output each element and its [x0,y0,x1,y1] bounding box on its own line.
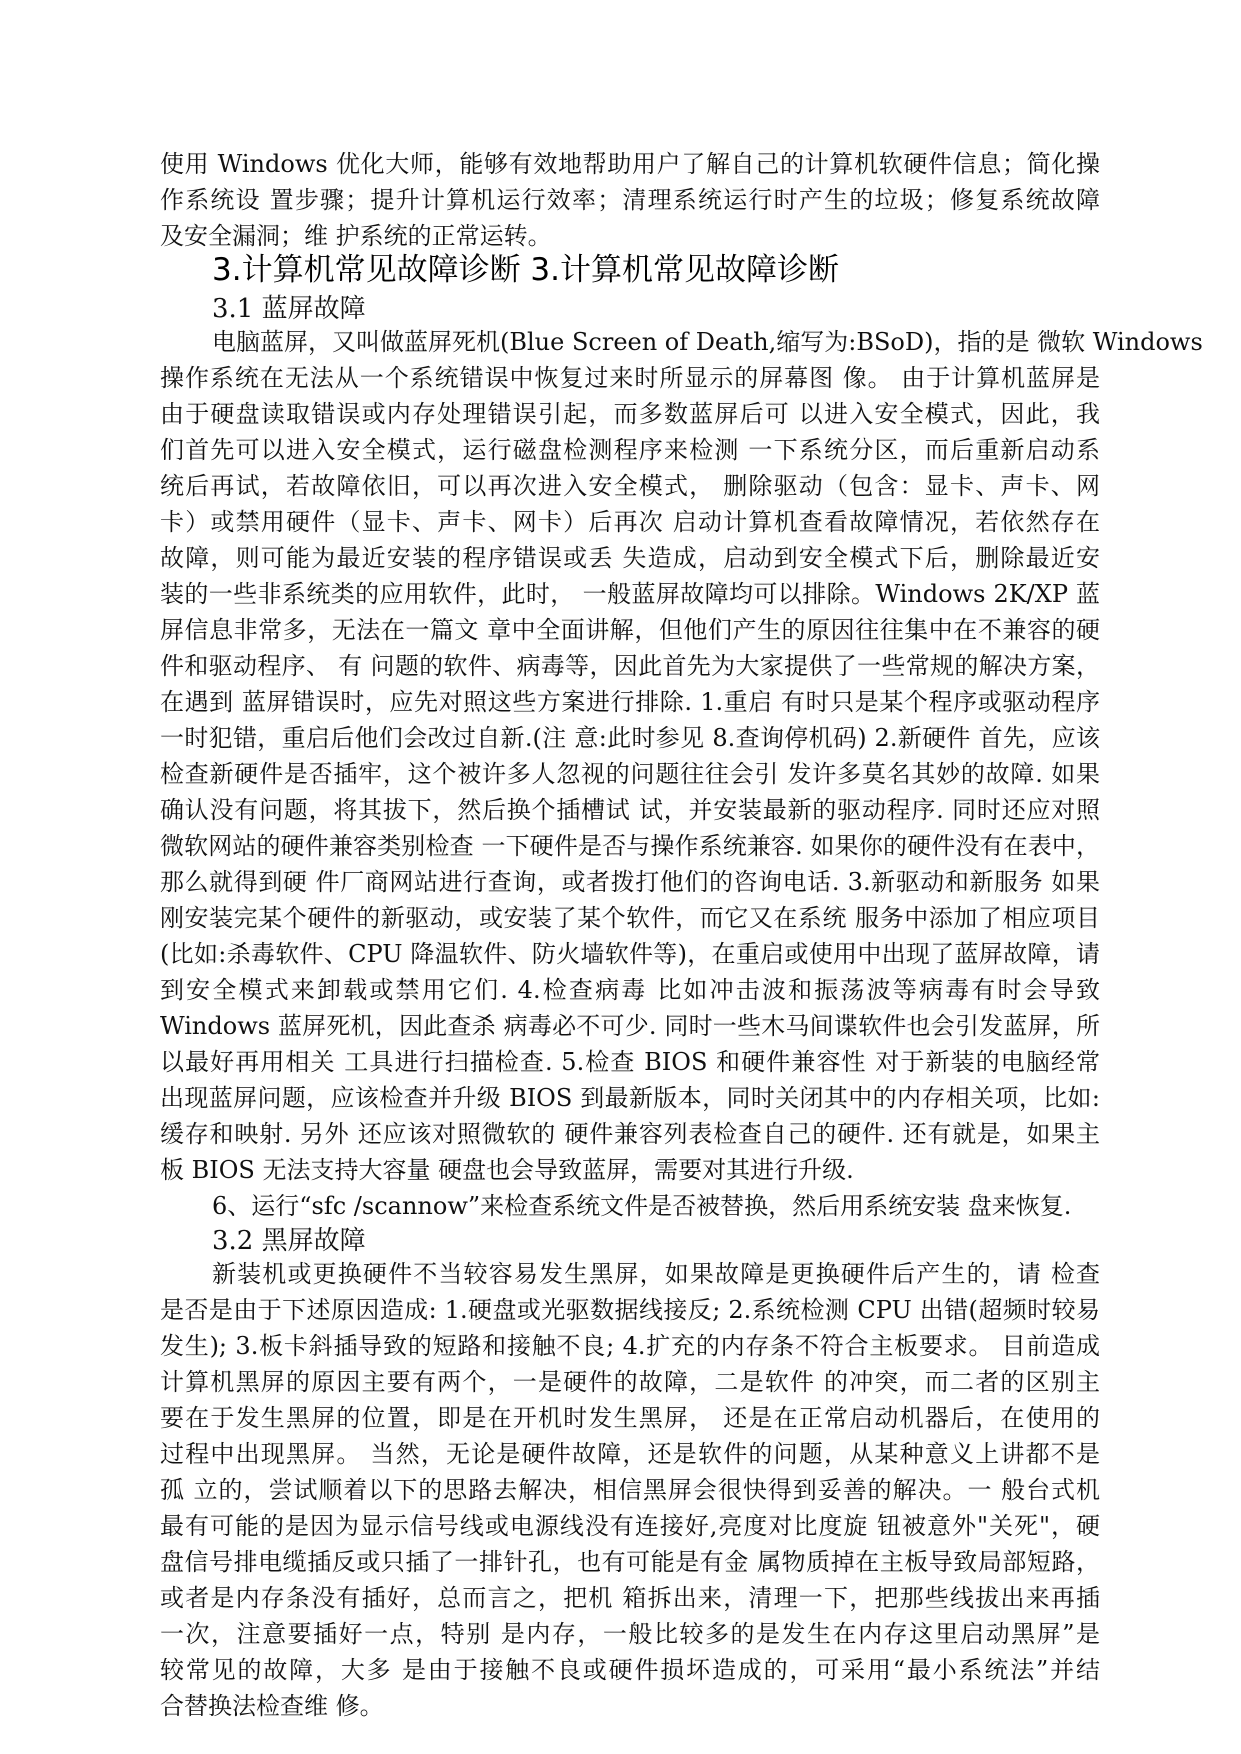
text-line: 孤 立的，尝试顺着以下的思路去解决，相信黑屏会很快得到妥善的解决。一 般台式机 [160,1476,1100,1504]
text-line: 盘信号排电缆插反或只插了一排针孔，也有可能是有金 属物质掉在主板导致局部短路， [160,1548,1100,1576]
text-line: 6、运行“sfc /scannow”来检查系统文件是否被替换，然后用系统安装 盘来恢复. [212,1192,1072,1220]
text-line: 一时犯错，重启后他们会改过自新.(注 意:此时参见 8.查询停机码) 2.新硬件 首先，应该 [160,724,1100,752]
text-line: 最有可能的是因为显示信号线或电源线没有连接好,亮度对比度旋 钮被意外"关死"，硬 [160,1512,1100,1540]
text-line: 屏信息非常多，无法在一篇文 章中全面讲解，但他们产生的原因往往集中在不兼容的硬 [160,616,1100,644]
text-line: 新装机或更换硬件不当较容易发生黑屏，如果故障是更换硬件后产生的，请 检查 [212,1260,1100,1288]
text-line: 过程中出现黑屏。 当然，无论是硬件故障，还是软件的问题，从某种意义上讲都不是 [160,1440,1100,1468]
text-line: 以最好再用相关 工具进行扫描检查. 5.检查 BIOS 和硬件兼容性 对于新装的电脑经常 [160,1048,1100,1076]
text-line: 出现蓝屏问题，应该检查并升级 BIOS 到最新版本，同时关闭其中的内存相关项，比如: [160,1084,1100,1112]
text-line: 检查新硬件是否插牢，这个被许多人忽视的问题往往会引 发许多莫名其妙的故障. 如果 [160,760,1100,788]
text-line: 装的一些非系统类的应用软件，此时， 一般蓝屏故障均可以排除。Windows 2K/XP 蓝 [160,580,1100,608]
text-line: 到安全模式来卸载或禁用它们. 4.检查病毒 比如冲击波和振荡波等病毒有时会导致 [160,976,1100,1004]
text-line: 较常见的故障，大多 是由于接触不良或硬件损坏造成的，可采用“最小系统法”并结 [160,1656,1100,1684]
text-line: (比如:杀毒软件、CPU 降温软件、防火墙软件等)，在重启或使用中出现了蓝屏故障，请 [160,940,1100,968]
text-line: 及安全漏洞；维 护系统的正常运转。 [160,222,552,250]
text-line: 们首先可以进入安全模式，运行磁盘检测程序来检测 一下系统分区，而后重新启动系 [160,436,1100,464]
text-line: Windows 蓝屏死机，因此查杀 病毒必不可少. 同时一些木马间谍软件也会引发蓝屏，所 [160,1012,1100,1040]
text-line: 在遇到 蓝屏错误时，应先对照这些方案进行排除. 1.重启 有时只是某个程序或驱动程序 [160,688,1100,716]
text-line: 由于硬盘读取错误或内存处理错误引起，而多数蓝屏后可 以进入安全模式，因此，我 [160,400,1100,428]
text-line: 卡）或禁用硬件（显卡、声卡、网卡）后再次 启动计算机查看故障情况，若依然存在 [160,508,1100,536]
text-line: 一次，注意要插好一点，特别 是内存，一般比较多的是发生在内存这里启动黑屏”是 [160,1620,1100,1648]
text-line: 计算机黑屏的原因主要有两个，一是硬件的故障，二是软件 的冲突，而二者的区别主 [160,1368,1100,1396]
section-3-heading: 3.计算机常见故障诊断 3.计算机常见故障诊断 [212,252,840,288]
text-line: 发生); 3.板卡斜插导致的短路和接触不良; 4.扩充的内存条不符合主板要求。 目前造成 [160,1332,1100,1360]
text-line: 确认没有问题，将其拔下，然后换个插槽试 试，并安装最新的驱动程序. 同时还应对照 [160,796,1100,824]
text-line: 要在于发生黑屏的位置，即是在开机时发生黑屏， 还是在正常启动机器后，在使用的 [160,1404,1100,1432]
text-line: 使用 Windows 优化大师，能够有效地帮助用户了解自己的计算机软硬件信息；简化操 [160,150,1100,178]
text-line: 缓存和映射. 另外 还应该对照微软的 硬件兼容列表检查自己的硬件. 还有就是，如果主 [160,1120,1100,1148]
text-line: 故障，则可能为最近安装的程序错误或丢 失造成，启动到安全模式下后，删除最近安 [160,544,1100,572]
text-line: 电脑蓝屏，又叫做蓝屏死机(Blue Screen of Death,缩写为:BSoD)，指的是 微软 Windows [212,328,1203,356]
text-line: 作系统设 置步骤；提升计算机运行效率；清理系统运行时产生的垃圾；修复系统故障 [160,186,1100,214]
text-line: 件和驱动程序、 有 问题的软件、病毒等，因此首先为大家提供了一些常规的解决方案， [160,652,1100,680]
text-line: 或者是内存条没有插好，总而言之，把机 箱拆出来，清理一下，把那些线拔出来再插 [160,1584,1100,1612]
text-line: 刚安装完某个硬件的新驱动，或安装了某个软件，而它又在系统 服务中添加了相应项目 [160,904,1100,932]
text-line: 统后再试，若故障依旧，可以再次进入安全模式， 删除驱动（包含：显卡、声卡、网 [160,472,1100,500]
section-3-1-heading: 3.1 蓝屏故障 [212,294,366,324]
text-line: 那么就得到硬 件厂商网站进行查询，或者拨打他们的咨询电话. 3.新驱动和新服务 如果 [160,868,1100,896]
text-line: 操作系统在无法从一个系统错误中恢复过来时所显示的屏幕图 像。 由于计算机蓝屏是 [160,364,1100,392]
text-line: 合替换法检查维 修。 [160,1692,384,1720]
text-line: 板 BIOS 无法支持大容量 硬盘也会导致蓝屏，需要对其进行升级. [160,1156,854,1184]
text-line: 微软网站的硬件兼容类别检查 一下硬件是否与操作系统兼容. 如果你的硬件没有在表中， [160,832,1100,860]
text-line: 是否是由于下述原因造成: 1.硬盘或光驱数据线接反; 2.系统检测 CPU 出错(超频时较易 [160,1296,1100,1324]
section-3-2-heading: 3.2 黑屏故障 [212,1226,366,1256]
